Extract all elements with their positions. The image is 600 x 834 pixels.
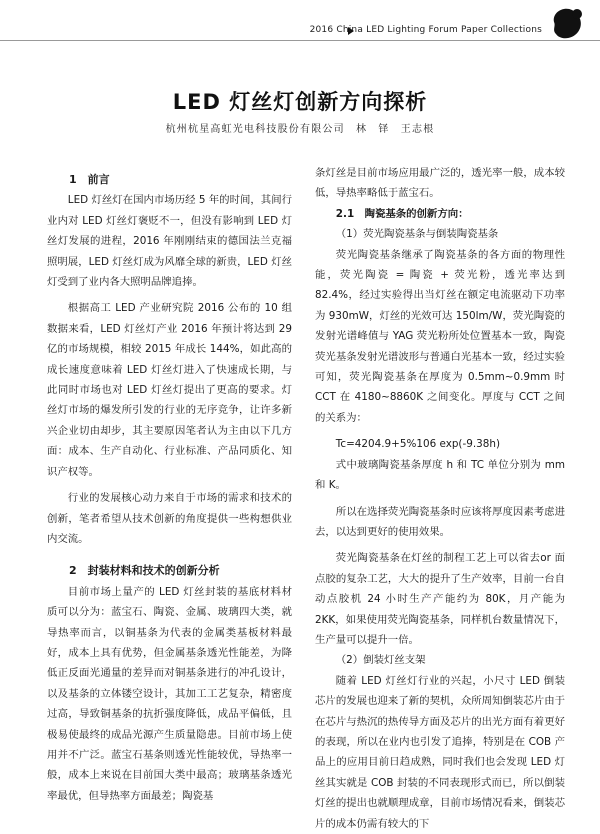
section-1-paragraph-3: 行业的发展核心动力来自于市场的需求和技术的创新，笔者希望从技术创新的角度提供一些构想供业内交流。 (47, 492, 292, 545)
paragraph-formula-note: 式中玻璃陶瓷基条厚度 h 和 TC 单位分别为 mm 和 K。 (315, 458, 565, 492)
section-2-1-heading: 2.1 陶瓷基条的创新方向： (335, 207, 469, 220)
running-title: 2016 China LED Lighting Forum Paper Collections (309, 25, 542, 35)
left-column (47, 170, 292, 806)
section-1-paragraph-2: 根据高工 LED 产业研究院 2016 公布的 10 组数据来看，LED 灯丝灯产业 2016 年预计将达到 29 亿的市场规模，相较 2015 年成长 144%，如此高的成长速度意味着 LED 灯丝灯进入了快速成长期，与此同时市场也对 LED 灯丝灯提出了更高的要求。灯丝灯市场的爆发所引发的行业的无序竞争，让许多新兴企业切由却步，其主要原因笔者认为主由以下几方面：成本、生产自动化、行业标准、产品同质化、知识产权等。 (47, 302, 292, 478)
section-1-paragraph-1: LED 灯丝灯在国内市场历经 5 年的时间，其间行业内对 LED 灯丝灯褒贬不一，但没有影响到 LED 灯丝灯发展的进程，2016 年刚刚结束的德国法兰克福照明展，LED 灯丝灯成为风靡全球的新贵，LED 灯丝灯受到了业内各大照明品牌追捧。 (47, 194, 292, 289)
continued-paragraph: 条灯丝是目前市场应用最广泛的，透光率一般，成本较低，导热率略低于蓝宝石。 (315, 167, 565, 200)
header-rule (0, 40, 600, 41)
section-2-paragraph-1: 目前市场上量产的 LED 灯丝封装的基底材料材质可以分为：蓝宝石、陶瓷、金属、玻璃四大类，就导热率而言，以铜基条为代表的金属类基板材料最好，成本上具有优势，但金属基条透光性能差，为降低正反面光通量的差异而对铜基条进行的冲孔设计，以及基条的立体镂空设计，其加工工艺复杂，精密度过高，导致铜基条的抗折强度降低，成品平偏低，且极易使最终的成品光源产生质量隐患。目前市场上使用并不广泛。蓝宝石基条则透光性能较优，导热率一般，成本上来说在目前国大类中最高；玻璃基条透光率最优，但导热率方面最差；陶瓷基 (47, 585, 292, 802)
paragraph-thickness: 所以在选择荧光陶瓷基条时应该将厚度因素考虑进去，以达到更好的使用效果。 (315, 505, 565, 538)
paragraph-process: 荧光陶瓷基条在灯丝的制程工艺上可以省去or 面点胶的复杂工艺，大大的提升了生产效率，目前一台自动点胶机 24 小时生产产能约为 80K，月产能为 2KK，如果使用荧光陶瓷基条，同样机台数量情况下，生产量可以提升一倍。 (315, 552, 565, 646)
formula: Tc=4204.9+5%106 exp(-9.38h) (335, 438, 501, 451)
paragraph-flip-chip: 随着 LED 灯丝灯行业的兴起，小尺寸 LED 倒装芯片的发展也迎来了新的契机，众所周知倒装芯片由于在芯片与热沉的热传导方面及芯片的出光方面有着更好的表现，所以在业内也引发了追捧，特别是在 COB 产品上的应用目前日趋成熟，同时我们也会发现 LED 灯丝其实就是 COB 封装的不同表现形式而已，所以倒装灯丝的提出也就顺理成章，目前市场情况看来，倒装芯片的成本仍需有较大的下 (315, 674, 565, 830)
corner-ink-mark-icon (546, 4, 586, 44)
section-2-1-1-heading: （1）荧光陶瓷基条与倒装陶瓷基条 (335, 228, 499, 241)
section-2-1-2-heading: （2）倒装灯丝支架 (335, 654, 426, 667)
right-column (315, 163, 565, 834)
section-1-heading: 1 前言 (69, 173, 110, 186)
section-2-heading: 2 封装材料和技术的创新分析 (69, 564, 220, 578)
article-title: LED 灯丝灯创新方向探析 (172, 90, 428, 114)
paragraph-fluorescent-ceramic: 荧光陶瓷基条继承了陶瓷基条的各方面的物理性能，荧光陶瓷 = 陶瓷 + 荧光粉，透光率达到 82.4%，经过实验得出当灯丝在额定电流驱动下功率为 930mW，灯丝的光效可达 150lm/W，荧光陶瓷的发射光谱峰值与 YAG 荧光粉所处位置基本一致，陶瓷荧光基条发射光谱波形与普通白光基本一致，经过实验可知，荧光陶瓷基条在厚度为 0.5mm~0.9mm 时 CCT 在 4180~8860K 之间变化。厚度与 CCT 之间的关系为： (315, 248, 565, 424)
article-authors: 杭州杭星高虹光电科技股份有限公司 林 铎 王志根 (165, 124, 435, 135)
